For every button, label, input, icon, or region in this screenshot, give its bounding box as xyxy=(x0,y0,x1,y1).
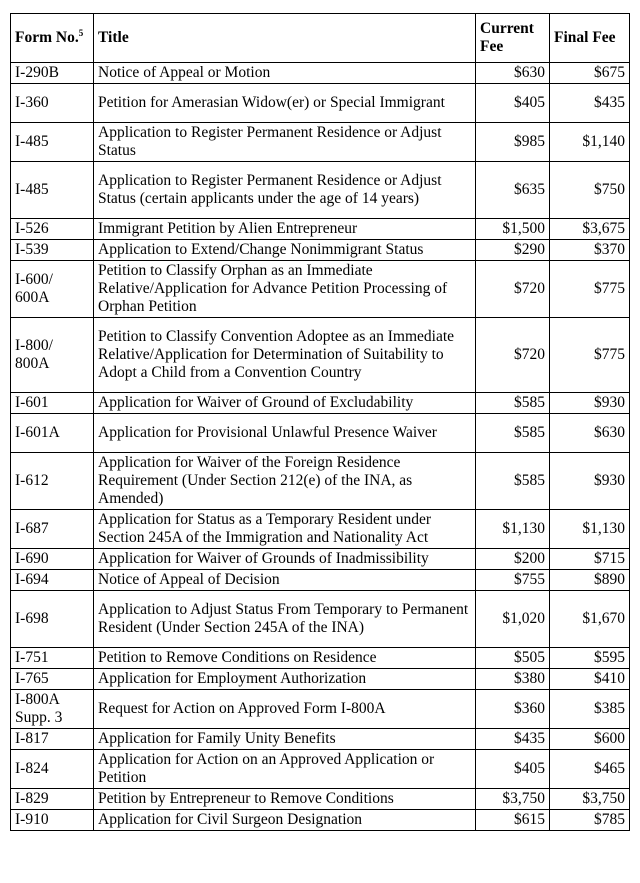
final-fee-cell: $435 xyxy=(550,84,630,123)
form-title-cell: Petition to Classify Convention Adoptee as an Immediate Relative/Application for Determination of Suitability to Adopt a Child from a Convention Country xyxy=(94,318,476,393)
final-fee-cell: $600 xyxy=(550,729,630,750)
final-fee-cell: $1,140 xyxy=(550,123,630,162)
form-number-cell: I-600/ 600A xyxy=(11,261,94,318)
current-fee-cell: $585 xyxy=(476,393,550,414)
table-row xyxy=(11,84,630,123)
form-title-cell: Notice of Appeal of Decision xyxy=(94,570,476,591)
form-title-cell: Application to Register Permanent Residence or Adjust Status (certain applicants under the age of 14 years) xyxy=(94,162,476,219)
table-row xyxy=(11,261,630,318)
current-fee-cell: $3,750 xyxy=(476,789,550,810)
table-row xyxy=(11,393,630,414)
current-fee-cell: $405 xyxy=(476,750,550,789)
table-row xyxy=(11,789,630,810)
fee-table xyxy=(10,13,630,831)
current-fee-cell: $615 xyxy=(476,810,550,831)
current-fee-cell: $635 xyxy=(476,162,550,219)
current-fee-cell: $360 xyxy=(476,690,550,729)
form-number-cell: I-360 xyxy=(11,84,94,123)
current-fee-cell: $435 xyxy=(476,729,550,750)
final-fee-cell: $1,130 xyxy=(550,510,630,549)
final-fee-cell: $3,750 xyxy=(550,789,630,810)
table-row xyxy=(11,240,630,261)
form-title-cell: Immigrant Petition by Alien Entrepreneur xyxy=(94,219,476,240)
form-title-cell: Request for Action on Approved Form I-800A xyxy=(94,690,476,729)
form-number-cell: I-601A xyxy=(11,414,94,453)
table-row xyxy=(11,453,630,510)
final-fee-cell: $1,670 xyxy=(550,591,630,648)
form-title-cell: Application to Extend/Change Nonimmigrant Status xyxy=(94,240,476,261)
table-row xyxy=(11,549,630,570)
table-row xyxy=(11,510,630,549)
final-fee-cell: $630 xyxy=(550,414,630,453)
form-title-cell: Application to Adjust Status From Temporary to Permanent Resident (Under Section 245A of the INA) xyxy=(94,591,476,648)
form-number-cell: I-829 xyxy=(11,789,94,810)
current-fee-cell: $1,020 xyxy=(476,591,550,648)
final-fee-cell: $595 xyxy=(550,648,630,669)
table-row xyxy=(11,570,630,591)
form-number-cell: I-690 xyxy=(11,549,94,570)
form-title-cell: Petition to Classify Orphan as an Immediate Relative/Application for Advance Petition Processing of Orphan Petition xyxy=(94,261,476,318)
form-title-cell: Notice of Appeal or Motion xyxy=(94,63,476,84)
current-fee-cell: $1,500 xyxy=(476,219,550,240)
form-number-cell: I-612 xyxy=(11,453,94,510)
final-fee-cell: $775 xyxy=(550,318,630,393)
final-fee-cell: $890 xyxy=(550,570,630,591)
form-title-cell: Application for Provisional Unlawful Presence Waiver xyxy=(94,414,476,453)
current-fee-cell: $720 xyxy=(476,261,550,318)
form-title-cell: Application to Register Permanent Residence or Adjust Status xyxy=(94,123,476,162)
form-number-cell: I-485 xyxy=(11,162,94,219)
final-fee-cell: $3,675 xyxy=(550,219,630,240)
table-row xyxy=(11,219,630,240)
table-row xyxy=(11,750,630,789)
form-number-cell: I-765 xyxy=(11,669,94,690)
form-title-cell: Petition for Amerasian Widow(er) or Special Immigrant xyxy=(94,84,476,123)
final-fee-cell: $750 xyxy=(550,162,630,219)
form-title-cell: Application for Waiver of Ground of Excludability xyxy=(94,393,476,414)
current-fee-cell: $290 xyxy=(476,240,550,261)
table-row xyxy=(11,669,630,690)
current-fee-cell: $505 xyxy=(476,648,550,669)
form-number-cell: I-539 xyxy=(11,240,94,261)
form-number-cell: I-824 xyxy=(11,750,94,789)
current-fee-cell: $585 xyxy=(476,414,550,453)
form-number-cell: I-290B xyxy=(11,63,94,84)
form-number-cell: I-817 xyxy=(11,729,94,750)
form-title-cell: Application for Waiver of Grounds of Inadmissibility xyxy=(94,549,476,570)
form-number-cell: I-601 xyxy=(11,393,94,414)
form-number-cell: I-800/ 800A xyxy=(11,318,94,393)
table-body xyxy=(11,63,630,831)
current-fee-cell: $720 xyxy=(476,318,550,393)
form-title-cell: Application for Civil Surgeon Designation xyxy=(94,810,476,831)
header-final-fee: Final Fee xyxy=(550,14,630,63)
form-number-cell: I-698 xyxy=(11,591,94,648)
final-fee-cell: $930 xyxy=(550,453,630,510)
final-fee-cell: $675 xyxy=(550,63,630,84)
table-row xyxy=(11,318,630,393)
form-title-cell: Application for Waiver of the Foreign Residence Requirement (Under Section 212(e) of the INA, as Amended) xyxy=(94,453,476,510)
table-row xyxy=(11,648,630,669)
table-row xyxy=(11,414,630,453)
final-fee-cell: $465 xyxy=(550,750,630,789)
table-row xyxy=(11,591,630,648)
footnote-marker: 5 xyxy=(78,28,84,38)
current-fee-cell: $405 xyxy=(476,84,550,123)
final-fee-cell: $385 xyxy=(550,690,630,729)
final-fee-cell: $410 xyxy=(550,669,630,690)
form-title-cell: Application for Action on an Approved Application or Petition xyxy=(94,750,476,789)
current-fee-cell: $380 xyxy=(476,669,550,690)
form-number-cell: I-526 xyxy=(11,219,94,240)
table-row xyxy=(11,810,630,831)
final-fee-cell: $930 xyxy=(550,393,630,414)
form-number-cell: I-800A Supp. 3 xyxy=(11,690,94,729)
form-number-cell: I-694 xyxy=(11,570,94,591)
form-title-cell: Application for Status as a Temporary Resident under Section 245A of the Immigration and Nationality Act xyxy=(94,510,476,549)
final-fee-cell: $370 xyxy=(550,240,630,261)
form-number-cell: I-485 xyxy=(11,123,94,162)
table-row xyxy=(11,690,630,729)
current-fee-cell: $585 xyxy=(476,453,550,510)
form-title-cell: Petition by Entrepreneur to Remove Conditions xyxy=(94,789,476,810)
final-fee-cell: $715 xyxy=(550,549,630,570)
header-current-fee: Current Fee xyxy=(476,14,550,63)
form-title-cell: Application for Employment Authorization xyxy=(94,669,476,690)
final-fee-cell: $785 xyxy=(550,810,630,831)
table-row xyxy=(11,63,630,84)
current-fee-cell: $630 xyxy=(476,63,550,84)
header-form-no: Form No.$^5$ xyxy=(11,14,94,63)
form-number-cell: I-687 xyxy=(11,510,94,549)
form-title-cell: Application for Family Unity Benefits xyxy=(94,729,476,750)
current-fee-cell: $1,130 xyxy=(476,510,550,549)
current-fee-cell: $755 xyxy=(476,570,550,591)
table-row xyxy=(11,729,630,750)
current-fee-cell: $200 xyxy=(476,549,550,570)
table-header-row xyxy=(11,14,630,63)
form-number-cell: I-751 xyxy=(11,648,94,669)
form-title-cell: Petition to Remove Conditions on Residence xyxy=(94,648,476,669)
table-row xyxy=(11,162,630,219)
current-fee-cell: $985 xyxy=(476,123,550,162)
header-title: Title xyxy=(94,14,476,63)
final-fee-cell: $775 xyxy=(550,261,630,318)
form-number-cell: I-910 xyxy=(11,810,94,831)
table-row xyxy=(11,123,630,162)
